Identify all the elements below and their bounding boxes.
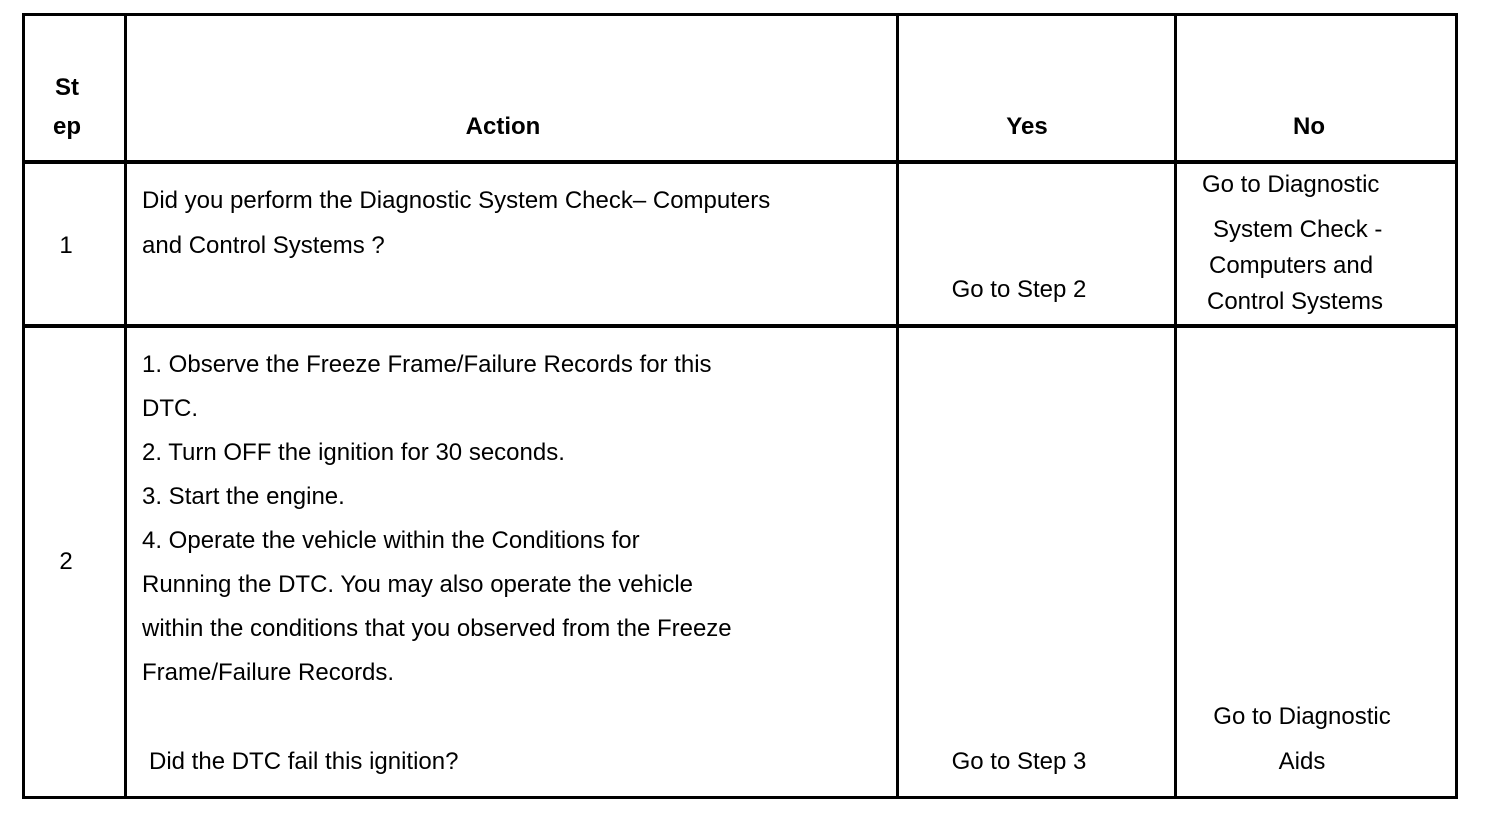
row-2-step: 2 <box>59 548 73 575</box>
action-line: Frame/Failure Records. <box>142 659 395 686</box>
header-step-line: St <box>54 74 79 101</box>
row-1-step: 1 <box>59 232 73 259</box>
action-line: DTC. <box>142 395 198 422</box>
action-line: 4. Operate the vehicle within the Conditions for <box>142 527 640 554</box>
no-line: Computers and <box>1209 252 1374 279</box>
no-line: Aids <box>1278 748 1326 775</box>
action-line: and Control Systems ? <box>142 232 385 259</box>
no-line: System Check - <box>1213 216 1383 243</box>
table-border-right <box>1455 13 1458 799</box>
action-line: within the conditions that you observed from the Freeze <box>142 615 732 642</box>
table-border-bottom <box>22 796 1458 799</box>
header-step <box>53 76 81 139</box>
row-2-action <box>142 353 732 685</box>
header-step-line: ep <box>52 113 82 140</box>
action-line: 2. Turn OFF the ignition for 30 seconds. <box>142 439 565 466</box>
no-line: Go to Diagnostic <box>1213 703 1391 730</box>
table-border-left <box>22 13 25 799</box>
no-line: Control Systems <box>1207 288 1384 315</box>
action-line: Running the DTC. You may also operate the vehicle <box>142 571 694 598</box>
diagnostic-table <box>22 13 1458 799</box>
action-line: 3. Start the engine. <box>142 483 345 510</box>
header-no: No <box>1293 113 1325 140</box>
row-2-yes: Go to Step 3 <box>951 748 1087 775</box>
table-border-top <box>22 13 1458 16</box>
action-line: Did you perform the Diagnostic System Check– Computers <box>142 187 771 214</box>
row-1-action <box>142 189 770 258</box>
header-yes: Yes <box>1006 113 1048 140</box>
row-1-no <box>1202 173 1383 314</box>
header-action: Action <box>465 113 541 140</box>
row-2-no <box>1213 705 1390 774</box>
column-divider <box>896 13 899 799</box>
row-2-question: Did the DTC fail this ignition? <box>149 748 459 775</box>
header-divider <box>22 160 1458 164</box>
row-1-yes: Go to Step 2 <box>951 276 1087 303</box>
no-line: Go to Diagnostic <box>1202 171 1380 198</box>
column-divider <box>1174 13 1177 799</box>
row-divider <box>22 324 1458 328</box>
column-divider <box>124 13 127 799</box>
action-line: 1. Observe the Freeze Frame/Failure Records for this <box>142 351 712 378</box>
